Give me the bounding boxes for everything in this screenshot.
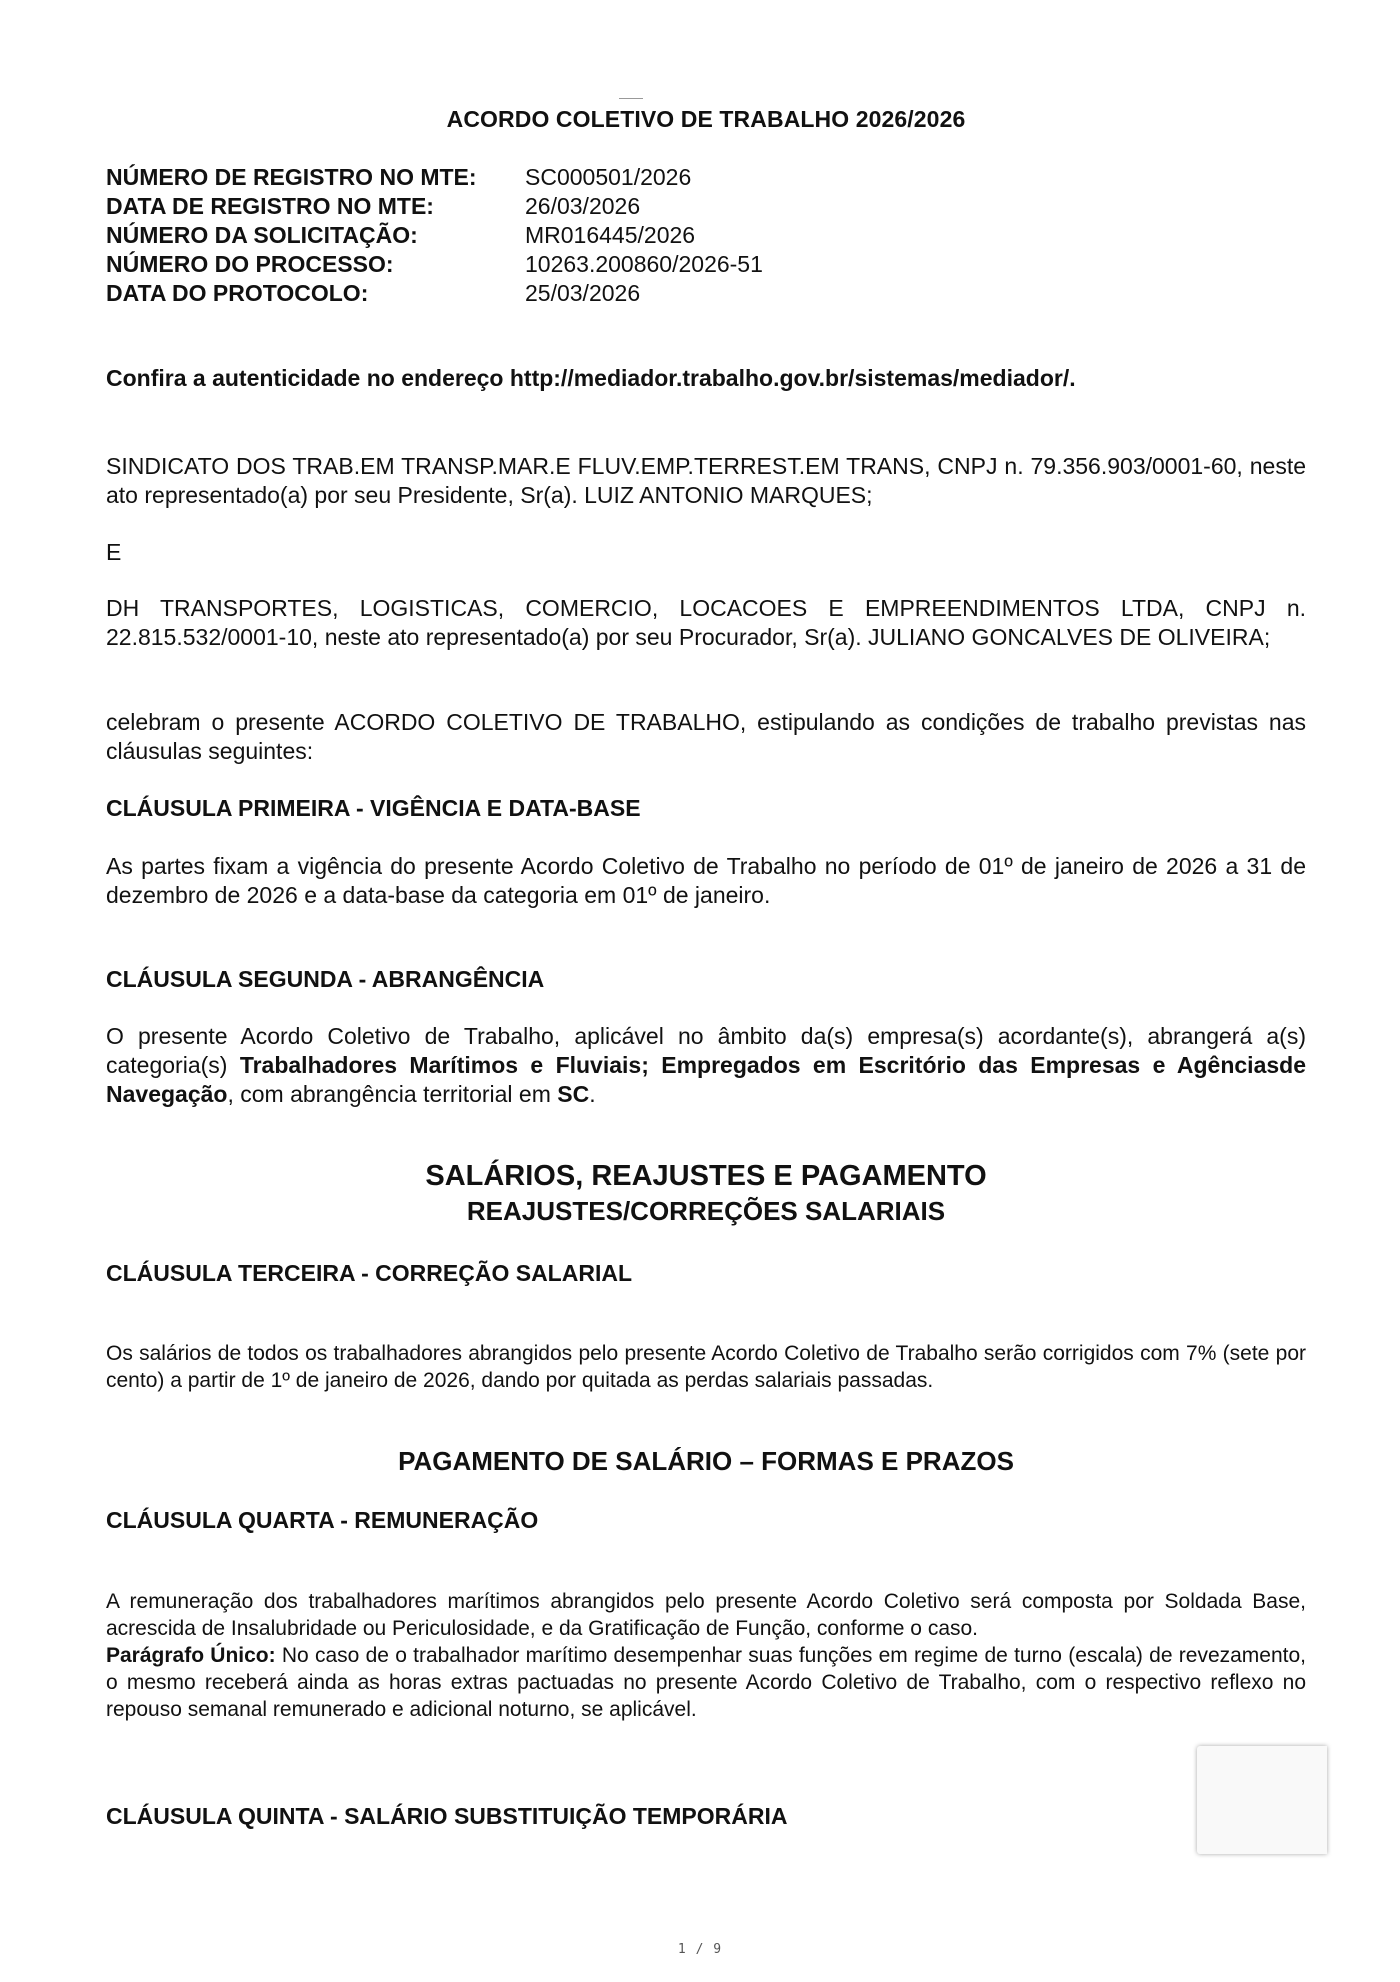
paragraph-label: Parágrafo Único: bbox=[106, 1644, 276, 1667]
registry-label: DATA DO PROTOCOLO: bbox=[106, 280, 369, 306]
registry-label: NÚMERO DO PROCESSO: bbox=[106, 251, 394, 277]
clause-text: As partes fixam a vigência do presente Acordo Coletivo de Trabalho no período de 01º de janeiro de 2026 a 31 de dezembro de 2026 e a data-base da categoria em 01º de janeiro. bbox=[106, 853, 1306, 908]
registry-value: 10263.200860/2026-51 bbox=[525, 251, 763, 277]
celebration-text: celebram o presente ACORDO COLETIVO DE TRABALHO, estipulando as condições de trabalho previstas nas cláusulas seguintes: bbox=[106, 709, 1306, 764]
party-two: DH TRANSPORTES, LOGISTICAS, COMERCIO, LOCACOES E EMPREENDIMENTOS LTDA, CNPJ n. 22.815.532/0001-10, neste ato representado(a) por seu Procurador, Sr(a). JULIANO GONCALVES DE OLIVEIRA; bbox=[106, 595, 1306, 650]
page-number: 1 / 9 bbox=[677, 1942, 723, 1957]
clause-text-part: . bbox=[589, 1081, 596, 1107]
clause-text-part: , com abrangência territorial em bbox=[227, 1081, 558, 1107]
registry-value: SC000501/2026 bbox=[525, 164, 692, 190]
territory: SC bbox=[557, 1081, 590, 1107]
registry-row bbox=[106, 221, 763, 250]
registry-label: DATA DE REGISTRO NO MTE: bbox=[106, 193, 434, 219]
clause-heading: CLÁUSULA QUINTA - SALÁRIO SUBSTITUIÇÃO TEMPORÁRIA bbox=[106, 1803, 788, 1829]
registry-value: MR016445/2026 bbox=[525, 222, 696, 248]
header-rule bbox=[619, 98, 643, 99]
registry-row bbox=[106, 250, 763, 279]
party-one: SINDICATO DOS TRAB.EM TRANSP.MAR.E FLUV.EMP.TERREST.EM TRANS, CNPJ n. 79.356.903/0001-60, neste ato representado(a) por seu Presidente, Sr(a). LUIZ ANTONIO MARQUES; bbox=[106, 453, 1306, 508]
clause-text-part: A remuneração dos trabalhadores marítimos abrangidos pelo presente Acordo Coletivo será composta por Soldada Base, acrescida de Insalubridade ou Periculosidade, e da Gratificação de Função, conforme o caso. bbox=[106, 1590, 1306, 1640]
clause-text bbox=[106, 1588, 1306, 1723]
category-names: Trabalhadores Marítimos e Fluviais; Empregados em Escritório das Empresas e Agênciasde Navegação bbox=[106, 1052, 1306, 1107]
registry-row bbox=[106, 192, 763, 221]
clause-text: Os salários de todos os trabalhadores abrangidos pelo presente Acordo Coletivo de Trabalho serão corrigidos com 7% (sete por cento) a partir de 1º de janeiro de 2026, dando por quitada as perdas salariais passadas. bbox=[106, 1342, 1306, 1392]
section-title: PAGAMENTO DE SALÁRIO – FORMAS E PRAZOS bbox=[398, 1446, 1014, 1476]
registry-label: NÚMERO DA SOLICITAÇÃO: bbox=[106, 222, 418, 248]
section-subtitle: REAJUSTES/CORREÇÕES SALARIAIS bbox=[466, 1196, 946, 1226]
registry-label: NÚMERO DE REGISTRO NO MTE: bbox=[106, 164, 477, 190]
authenticity-notice: Confira a autenticidade no endereço http://mediador.trabalho.gov.br/sistemas/mediador/. bbox=[106, 365, 1076, 391]
registry-row bbox=[106, 279, 763, 308]
registry-info bbox=[106, 163, 763, 308]
clause-text-part: O presente Acordo Coletivo de Trabalho, aplicável no âmbito da(s) empresa(s) acordante(s), abrangerá a(s) categoria(s) bbox=[106, 1023, 1306, 1078]
clause-heading: CLÁUSULA PRIMEIRA - VIGÊNCIA E DATA-BASE bbox=[106, 795, 641, 821]
registry-row bbox=[106, 163, 763, 192]
paragraph-text: No caso de o trabalhador marítimo desempenhar suas funções em regime de turno (escala) de revezamento, o mesmo receberá ainda as horas extras pactuadas no presente Acordo Coletivo de Trabalho, com o respectivo reflexo no repouso semanal remunerado e adicional noturno, se aplicável. bbox=[106, 1644, 1307, 1721]
section-title: SALÁRIOS, REAJUSTES E PAGAMENTO bbox=[425, 1160, 987, 1192]
clause-text bbox=[106, 1022, 1306, 1109]
registry-value: 25/03/2026 bbox=[525, 280, 641, 306]
registry-value: 26/03/2026 bbox=[525, 193, 641, 219]
recaptcha-badge[interactable] bbox=[1197, 1746, 1327, 1854]
clause-heading: CLÁUSULA QUARTA - REMUNERAÇÃO bbox=[106, 1507, 539, 1533]
clause-heading: CLÁUSULA SEGUNDA - ABRANGÊNCIA bbox=[106, 966, 545, 992]
conjunction: E bbox=[106, 539, 122, 565]
document-title: ACORDO COLETIVO DE TRABALHO 2026/2026 bbox=[446, 106, 966, 132]
clause-heading: CLÁUSULA TERCEIRA - CORREÇÃO SALARIAL bbox=[106, 1260, 633, 1286]
